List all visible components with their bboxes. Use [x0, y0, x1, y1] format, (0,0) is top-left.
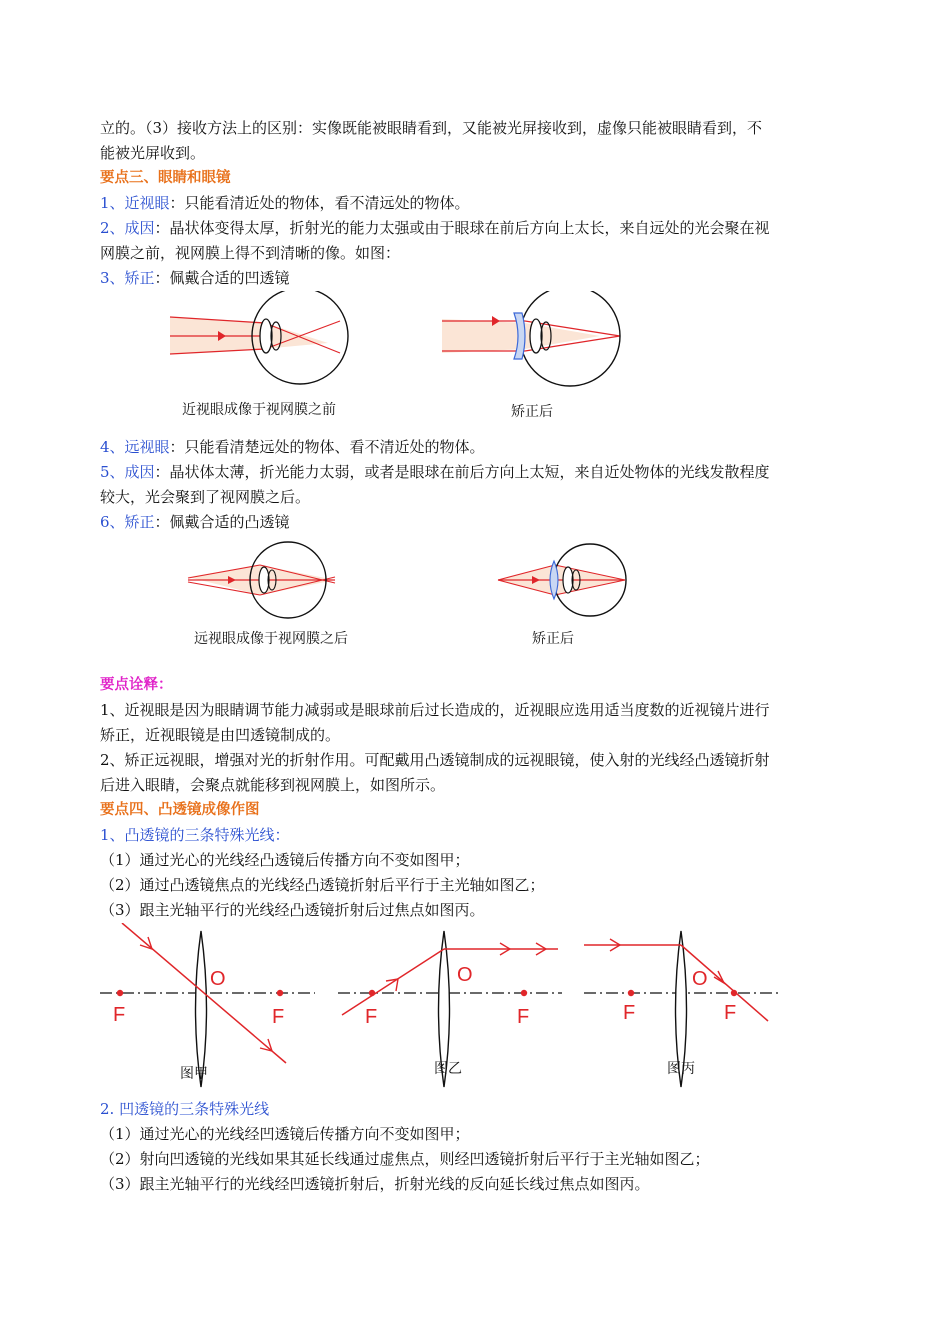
hyperopia-eye-drawing	[188, 542, 348, 647]
item-4	[100, 435, 860, 460]
myopia-caption: 近视眼成像于视网膜之前	[182, 402, 336, 418]
yi-focus-left: F	[365, 1006, 378, 1028]
figure-bing	[584, 931, 780, 1087]
convex-rule-3: （3）跟主光轴平行的光线经凸透镜折射后过焦点如图丙。	[100, 901, 485, 919]
bing-caption: 图丙	[667, 1061, 695, 1077]
notes-p1-line2: 矫正，近视眼镜是由凹透镜制成的。	[100, 726, 341, 744]
myopia-diagram	[100, 291, 860, 423]
document-page	[100, 116, 860, 1197]
notes-title: 要点诠释：	[100, 677, 173, 693]
item-6-label: 6、矫正	[100, 513, 155, 531]
intro-line-2: 能被光屏收到。	[100, 144, 206, 162]
item-5-label: 5、成因	[100, 463, 155, 481]
item-5-text: ：晶状体太薄，折光能力太弱，或者是眼球在前后方向上太短，来自近处物体的光线发散程度	[154, 463, 770, 481]
section4-sub2: 2. 凹透镜的三条特殊光线	[100, 1100, 270, 1118]
bing-origin: O	[692, 968, 708, 990]
intro-line-1: 立的。（3）接收方法上的区别：实像既能被眼睛看到，又能被光屏接收到，虚像只能被眼睛看到，不	[100, 119, 763, 137]
myopia-figure	[100, 291, 860, 423]
jia-focus-left: F	[113, 1004, 126, 1026]
convex-rule-1: （1）通过光心的光线经凸透镜后传播方向不变如图甲；	[100, 851, 470, 869]
item-2-label: 2、成因	[100, 219, 155, 237]
figure-yi	[338, 931, 562, 1087]
item-2-text: ：晶状体变得太厚，折射光的能力太强或由于眼球在前后方向上太长，来自远处的光会聚在视	[154, 219, 770, 237]
concave-rule-2: （2）射向凹透镜的光线如果其延长线通过虚焦点，则经凹透镜折射后平行于主光轴如图乙；	[100, 1150, 710, 1168]
figure-jia	[100, 923, 315, 1087]
notes-p1-line1: 1、近视眼是因为眼睛调节能力减弱或是眼球前后过长造成的，近视眼应选用适当度数的近视镜片进行	[100, 701, 770, 719]
convex-lens-diagram	[100, 923, 860, 1093]
item-3-text: ：佩戴合适的凹透镜	[154, 269, 290, 287]
convex-rule-2: （2）通过凸透镜焦点的光线经凸透镜折射后平行于主光轴如图乙；	[100, 876, 545, 894]
item-6	[100, 510, 860, 535]
convex-lens-figures	[100, 923, 860, 1093]
yi-focus-right: F	[517, 1006, 530, 1028]
jia-caption: 图甲	[180, 1066, 208, 1082]
hyperopia-diagram	[100, 535, 860, 653]
item-4-label: 4、远视眼	[100, 438, 170, 456]
yi-caption: 图乙	[434, 1061, 462, 1077]
item-2-line-2: 网膜之前，视网膜上得不到清晰的像。如图：	[100, 244, 401, 262]
item-1-text: ：只能看清近处的物体，看不清远处的物体。	[169, 194, 470, 212]
item-1	[100, 191, 860, 216]
concave-rule-1: （1）通过光心的光线经凹透镜后传播方向不变如图甲；	[100, 1125, 470, 1143]
item-2	[100, 216, 860, 241]
item-5	[100, 460, 860, 485]
item-5-line-2: 较大，光会聚到了视网膜之后。	[100, 488, 311, 506]
concave-rule-3: （3）跟主光轴平行的光线经凹透镜折射后，折射光线的反向延长线过焦点如图丙。	[100, 1175, 650, 1193]
item-3	[100, 266, 860, 291]
item-4-text: ：只能看清楚远处的物体、看不清近处的物体。	[169, 438, 485, 456]
hyperopia-figure	[100, 535, 860, 653]
myopia-eye-drawing	[170, 291, 348, 418]
bing-focus-right: F	[724, 1002, 737, 1024]
myopia-corrected-caption: 矫正后	[511, 404, 553, 420]
myopia-corrected-drawing	[442, 291, 620, 420]
jia-origin: O	[210, 968, 226, 990]
section4-sub1: 1、凸透镜的三条特殊光线：	[100, 826, 290, 844]
item-1-label: 1、近视眼	[100, 194, 170, 212]
item-6-text: ：佩戴合适的凸透镜	[154, 513, 290, 531]
hyperopia-corrected-caption: 矫正后	[532, 631, 574, 647]
section3-title: 要点三、眼睛和眼镜	[100, 170, 231, 186]
yi-origin: O	[457, 964, 473, 986]
section4-title: 要点四、凸透镜成像作图	[100, 802, 260, 818]
hyperopia-corrected-drawing	[498, 544, 626, 647]
notes-p2-line2: 后进入眼睛，会聚点就能移到视网膜上，如图所示。	[100, 776, 446, 794]
hyperopia-caption: 远视眼成像于视网膜之后	[194, 631, 348, 647]
bing-focus-left: F	[623, 1002, 636, 1024]
jia-focus-right: F	[272, 1006, 285, 1028]
notes-p2-line1: 2、矫正远视眼，增强对光的折射作用。可配戴用凸透镜制成的远视眼镜，使入射的光线经凸透镜折射	[100, 751, 770, 769]
item-3-label: 3、矫正	[100, 269, 155, 287]
